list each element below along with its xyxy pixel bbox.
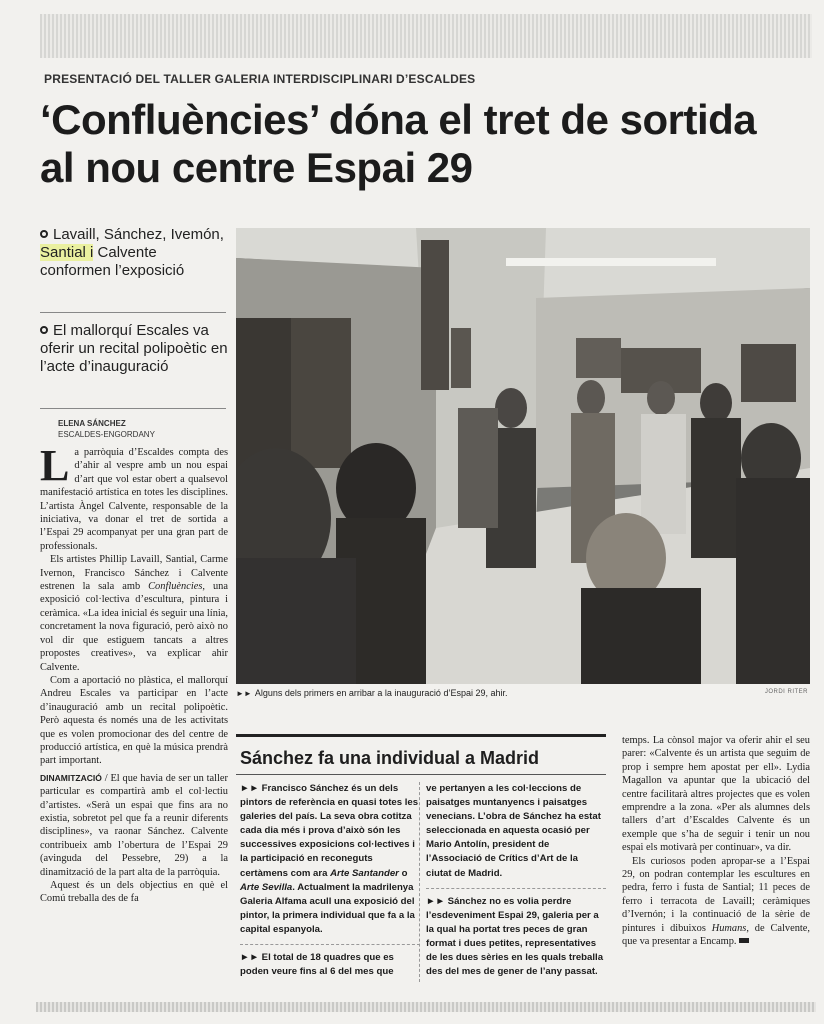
byline-location: ESCALDES-ENGORDANY xyxy=(58,430,155,439)
photo-caption xyxy=(236,688,810,702)
body-paragraph xyxy=(40,441,228,553)
sidebar-paragraph xyxy=(426,895,606,980)
fair-name: Arte Sevilla xyxy=(240,881,293,893)
sidebar-paragraph xyxy=(240,951,420,979)
sidebar-text: . Actualment la madrilenya Galeria Alfama acull una exposició del pintor, la primera individual que fa a la capital espanyola. xyxy=(240,881,415,935)
paragraph-arrows-icon: ►► xyxy=(240,952,259,964)
article-body-left xyxy=(40,441,228,906)
lead-summary-2 xyxy=(40,322,228,376)
body-paragraph xyxy=(622,855,810,949)
kicker: PRESENTACIÓ DEL TALLER GALERIA INTERDISCIPLINARI D’ESCALDES xyxy=(44,72,476,86)
section-label: DINAMITZACIÓ xyxy=(40,772,102,783)
sidebar-top-rule xyxy=(236,734,606,737)
body-paragraph xyxy=(40,772,228,879)
sidebar-text: Francisco Sánchez és un dels pintors de referència en quasi totes les galeries del país. La seva obra cotitza cada dia més i prova d’això són les successives exposicions col·lectives i la participació en reconeguts certàmens com ara xyxy=(240,783,419,879)
lead-divider xyxy=(40,408,226,409)
body-text: a parròquia d’Escaldes compta des d’ahir al vespre amb un nou espai d’art que vol estar obert a qualsevol manifestació artística en totes les disciplines. L’artista Àngel Calvente, responsable de la iniciativa, va donar el tret de sortida a l’Espai 29 acompanyat per una gran part de professionals. xyxy=(40,447,228,552)
sidebar-text: ve pertanyen a les col·leccions de paisatges muntanyencs i paisatges venecians. L’obra de Sánchez ha estat seleccionada en aquesta ocasió per Mario Antolín, president de l’Associació de Crítics d’Art de la ciutat de Madrid. xyxy=(426,783,601,879)
series-title: Humans xyxy=(711,922,747,934)
bullet-icon xyxy=(40,230,48,238)
body-text: Els curiosos poden apropar-se a l’Espai 29, on podran contemplar les escultures en pedra, ferro i fusta de Santial; 11 peces de ferro i terracota de Lavaill; ceràmiques d’Ivernón; i la continuació de la sèrie de pintures i dibuixos xyxy=(622,855,810,934)
exhibition-title: Confluències xyxy=(148,581,203,593)
body-text: temps. La cònsol major va oferir ahir el seu parer: «Calvente és un artista que seguim de prop i sempre hem apostat per ell». Lydia Magallon va apuntar que la ubicació del centre facilitarà altres projectes que es volen emprendre a la zona. «Per als alumnes dels tallers d’art d’Escaldes Calvente és un exemple que s’ha de seguir i tenir un nou espai els motivarà per continuar», va dir. xyxy=(622,735,810,854)
body-text: / El que havia de ser un taller particular es compartirà amb el col·lectiu d’artistes. «Serà un espai que fins ara no existia, sobretot pel que fa a reunir diferents disciplines», va raonar Sánchez. Calvente contribueix amb l’obertura de l’Espai 29 (avinguda del Pessebre, 29) a la dinamització de la part alta de la parròquia. xyxy=(40,772,228,878)
end-of-article-mark xyxy=(739,938,749,943)
sidebar-column-2 xyxy=(426,782,606,986)
sidebar-text: Sánchez no es volia perdre l’esdeveniment Espai 29, galeria per a la qual ha portat tres peces de gran format i dues petites, representatives de les dues sèries en les quals treballa des del mes de gener de l’any passat. xyxy=(426,895,604,978)
body-text: , una exposició col·lectiva d’escultura, pintura i ceràmica. «La idea inicial és seguir una línia, concretament la nova figuració, però això no vol dir que estiguem tancats a altres propostes creatives», va explicar ahir Calvente. xyxy=(40,581,228,673)
sidebar-paragraph xyxy=(426,782,606,881)
exhibition-photo xyxy=(236,228,810,684)
lead-1-after: Calvente conformen l’exposició xyxy=(40,244,185,279)
paragraph-arrows-icon: ►► xyxy=(426,895,445,907)
body-text: , de Calvente, que va presentar a Encamp. xyxy=(622,922,810,948)
caption-arrows-icon: ►► xyxy=(236,689,252,698)
sidebar-column-1 xyxy=(240,782,420,986)
byline xyxy=(58,418,228,440)
paragraph-divider xyxy=(240,944,420,945)
body-paragraph xyxy=(40,674,228,768)
body-paragraph xyxy=(40,879,228,906)
lead-2-text: El mallorquí Escales va oferir un recital polipoètic en l’acte d’inauguració xyxy=(40,322,228,375)
drop-cap: L xyxy=(40,441,70,490)
paragraph-divider xyxy=(426,888,606,889)
lead-1-before: Lavaill, Sánchez, Ivemón, xyxy=(53,226,224,243)
page-top-rule xyxy=(40,14,812,58)
lead-summary-1 xyxy=(40,226,228,280)
body-text: Els artistes Phillip Lavaill, Santial, Carme Ivernon, Francisco Sánchez i Calvente estrenen la sala amb xyxy=(40,554,228,593)
fair-name: Arte Santander xyxy=(330,867,399,879)
photo-illustration xyxy=(236,228,810,684)
body-text: Aquest és un dels objectius en què el Comú treballa des de fa xyxy=(40,880,228,905)
bullet-icon xyxy=(40,326,48,334)
article-body-right xyxy=(622,734,810,949)
headline: ‘Confluències’ dóna el tret de sortida al nou centre Espai 29 xyxy=(40,96,757,191)
body-paragraph xyxy=(40,553,228,674)
lead-divider xyxy=(40,312,226,313)
sidebar-text: o xyxy=(398,867,408,879)
sidebar-text: El total de 18 quadres que es poden veure fins al 6 del mes que xyxy=(240,952,394,978)
sidebar-title: Sánchez fa una individual a Madrid xyxy=(240,748,540,768)
body-text: Com a aportació no plàstica, el mallorquí Andreu Escales va participar en l’acte d’inauguració amb un recital polipoètic. Però aquesta és només una de les activitats que es volen promocionar des del centre de producció artística, en què la música prendrà part important. xyxy=(40,674,228,767)
photo-credit: JORDI RITER xyxy=(764,689,808,695)
sidebar-paragraph xyxy=(240,782,420,937)
caption-text: Alguns dels primers en arribar a la inauguració d’Espai 29, ahir. xyxy=(254,688,508,698)
sidebar-title-rule xyxy=(236,774,606,775)
lead-1-highlight: Santial i xyxy=(40,244,94,261)
page-bottom-rule xyxy=(36,1002,816,1012)
byline-author: ELENA SÁNCHEZ xyxy=(58,419,126,428)
body-paragraph xyxy=(622,734,810,855)
paragraph-arrows-icon: ►► xyxy=(240,783,259,794)
